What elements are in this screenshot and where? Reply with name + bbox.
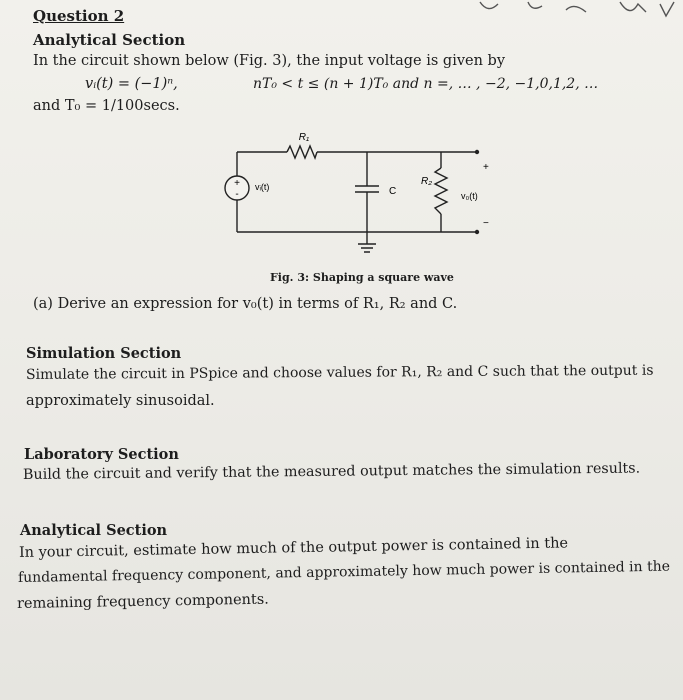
figure-caption: Fig. 3: Shaping a square wave: [270, 271, 454, 284]
c-label: C: [389, 186, 397, 197]
simulation-line-2: approximately sinusoidal.: [26, 393, 215, 409]
circuit-diagram: [215, 128, 505, 263]
output-terminal-bottom: [475, 230, 479, 234]
simulation-heading: Simulation Section: [26, 345, 182, 362]
laboratory-line-1: Build the circuit and verify that the measured output matches the simulation results.: [22, 460, 641, 483]
analytical-line-3: remaining frequency components.: [16, 591, 269, 612]
analytical-heading-2: Analytical Section: [20, 522, 168, 539]
r2-resistor: [435, 168, 447, 214]
laboratory-heading: Laboratory Section: [24, 446, 179, 463]
output-terminal-top: [475, 150, 479, 154]
simulation-line-1: Simulate the circuit in PSpice and choose values for R₁, R₂ and C such that the output is: [25, 362, 654, 383]
r2-label: R₂: [421, 176, 433, 187]
ground-symbol: [358, 232, 376, 252]
r1-label: R₁: [298, 132, 310, 143]
source-plus: +: [234, 178, 240, 189]
output-plus: +: [483, 162, 489, 173]
pen-scribble: [470, 0, 683, 22]
analytical-line-1: In your circuit, estimate how much of the output power is contained in the: [18, 535, 569, 561]
vi-label: vᵢ(t): [255, 182, 270, 192]
analytical-line-2: fundamental frequency component, and approximately how much power is contained in the: [17, 558, 671, 586]
r1-resistor: [287, 146, 317, 158]
source-minus: -: [235, 189, 239, 200]
question-title: Question 2: [33, 7, 125, 25]
input-condition: nT₀ < t ≤ (n + 1)T₀ and n =, … , −2, −1,0,1,2, …: [253, 76, 599, 92]
input-equation: vᵢ(t) = (−1)ⁿ,: [85, 76, 178, 92]
part-a-question: (a) Derive an expression for v₀(t) in terms of R₁, R₂ and C.: [33, 296, 458, 312]
vo-label: v₀(t): [461, 191, 478, 201]
intro-text: In the circuit shown below (Fig. 3), the input voltage is given by: [33, 53, 506, 69]
analytical-heading: Analytical Section: [33, 31, 186, 49]
output-minus: −: [483, 218, 489, 229]
period-definition: and T₀ = 1/100secs.: [33, 98, 180, 114]
